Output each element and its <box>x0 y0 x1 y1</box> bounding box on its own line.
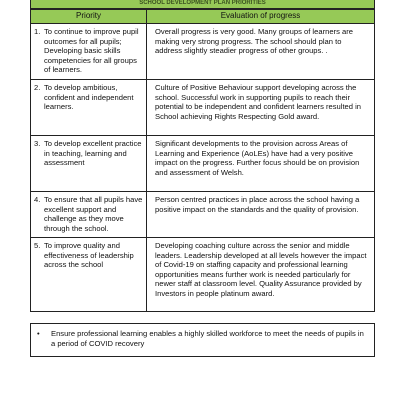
priority-cell <box>31 24 147 80</box>
priority-text: To develop excellent practice in teaching, learning and assessment <box>44 139 142 168</box>
evaluation-cell: Person centred practices in place across the school having a positive impact on the standards and the quality of provision. <box>147 192 375 238</box>
table-row <box>31 80 375 136</box>
evaluation-cell: Culture of Positive Behaviour support developing across the school. Successful work in supporting pupils to reach their potential to be independent and confident learners resulted in School achieving Rights Respecting Gold award. <box>147 80 375 136</box>
priority-cell <box>31 192 147 238</box>
priority-cell <box>31 136 147 192</box>
professional-learning-note <box>30 323 375 357</box>
priority-cell <box>31 80 147 136</box>
table-header-row <box>31 10 375 24</box>
table-row <box>31 24 375 80</box>
priority-text: To ensure that all pupils have excellent support and challenge as they move through the school. <box>44 195 143 233</box>
priority-header: Priority <box>31 10 147 24</box>
table-row <box>31 238 375 312</box>
priority-number: 5. <box>34 241 41 250</box>
priorities-table <box>30 9 375 312</box>
priority-number: 4. <box>34 195 41 204</box>
evaluation-header: Evaluation of progress <box>147 10 375 24</box>
priority-number: 3. <box>34 139 41 148</box>
priority-text: To develop ambitious, confident and independent learners. <box>44 83 134 112</box>
note-text: Ensure professional learning enables a highly skilled workforce to meet the needs of pupils in a period of COVID recovery <box>51 329 364 348</box>
priority-number: 2. <box>34 83 41 92</box>
table-row <box>31 136 375 192</box>
evaluation-cell: Significant developments to the provision across Areas of Learning and Experience (AoLEs) have had a very positive impact on the progress. Further focus should be on provision and assessment of Welsh. <box>147 136 375 192</box>
priority-number: 1. <box>34 27 41 36</box>
table-title-banner: SCHOOL DEVELOPMENT PLAN PRIORITIES <box>30 0 375 9</box>
table-row <box>31 192 375 238</box>
priority-cell <box>31 238 147 312</box>
priority-text: To improve quality and effectiveness of leadership across the school <box>44 241 134 270</box>
evaluation-cell: Developing coaching culture across the senior and middle leaders. Leadership developed at all levels however the impact of Covid-19 on staffing capacity and professional learning opportunities means further work is needed particularly for newer staff at classroom level. Quality Assurance provided by Investors in people platinum award. <box>147 238 375 312</box>
priority-text: To continue to improve pupil outcomes for all pupils; Developing basic skills competencies for all groups of learners. <box>44 27 139 75</box>
evaluation-cell: Overall progress is very good. Many groups of learners are making very strong progress. The school should plan to address slightly steadier progress of other groups. . <box>147 24 375 80</box>
bullet-icon: • <box>37 329 40 338</box>
